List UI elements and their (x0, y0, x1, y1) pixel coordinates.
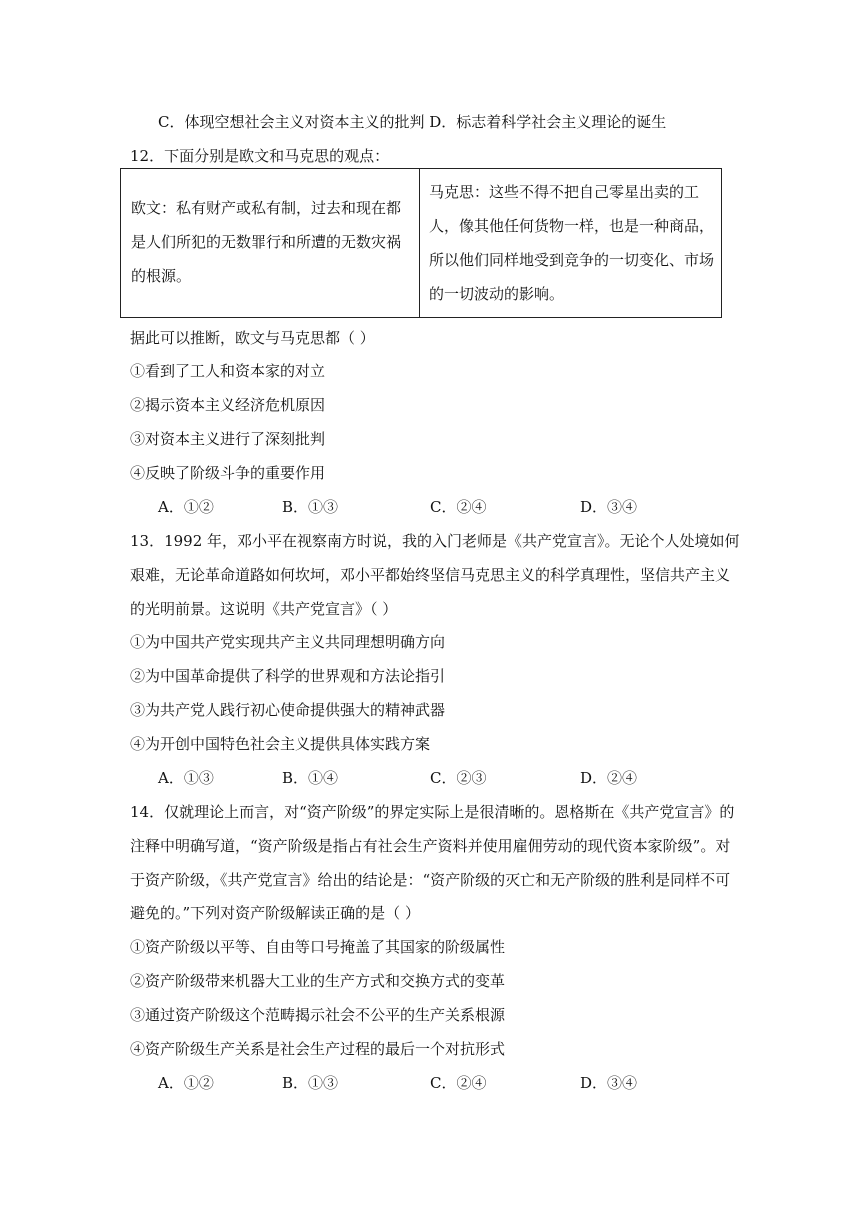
q13-stem-line: 艰难，无论革命道路如何坎坷，邓小平都始终坚信马克思主义的科学真理性，坚信共产主义 (130, 566, 731, 584)
q13-stem-line: 13．1992 年，邓小平在视察南方时说，我的入门老师是《共产党宣言》。无论个人处境如何 (130, 532, 740, 550)
marx-quote-line: 马克思：这些不得不把自己零星出卖的工 (429, 183, 700, 201)
option-c[interactable]: C．②④ (430, 1074, 487, 1092)
owen-quote-line: 欧文：私有财产或私有制，过去和现在都 (131, 199, 402, 217)
option-d[interactable]: D．②④ (580, 769, 638, 787)
q14-stem-line: 14．仅就理论上而言，对“资产阶级”的界定实际上是很清晰的。恩格斯在《共产党宣言》的 (130, 803, 735, 821)
option-c[interactable]: C．②④ (430, 498, 487, 516)
owen-quote-cell (131, 191, 411, 293)
q14-item: ①资产阶级以平等、自由等口号掩盖了其国家的阶级属性 (130, 938, 506, 956)
q13-item: ③为共产党人践行初心使命提供强大的精神武器 (130, 701, 446, 719)
q14-item: ④资产阶级生产关系是社会生产过程的最后一个对抗形式 (130, 1040, 506, 1058)
marx-quote-line: 的一切波动的影响。 (429, 285, 565, 303)
q14-item: ③通过资产阶级这个范畴揭示社会不公平的生产关系根源 (130, 1006, 506, 1024)
option-a[interactable]: A．①② (158, 498, 214, 516)
owen-quote-line: 的根源。 (131, 267, 192, 285)
option-d[interactable]: D．③④ (580, 498, 638, 516)
q14-stem-line: 避免的。”下列对资产阶级解读正确的是（ ） (130, 904, 420, 922)
q12-item: ④反映了阶级斗争的重要作用 (130, 464, 326, 482)
q14-stem-line: 于资产阶级，《共产党宣言》给出的结论是：“资产阶级的灭亡和无产阶级的胜利是同样不可 (130, 871, 731, 889)
q12-question: 据此可以推断，欧文与马克思都（ ） (130, 329, 375, 347)
q14-stem-line: 注释中明确写道，“资产阶级是指占有社会生产资料并使用雇佣劳动的现代资本家阶级”。对 (130, 837, 731, 855)
option-a[interactable]: A．①② (158, 1074, 214, 1092)
q13-item: ②为中国革命提供了科学的世界观和方法论指引 (130, 667, 446, 685)
option-b[interactable]: B．①③ (282, 1074, 339, 1092)
q12-quote-table (120, 168, 722, 318)
marx-quote-line: 所以他们同样地受到竞争的一切变化、市场 (429, 251, 715, 269)
q11-options-cd: C．体现空想社会主义对资本主义的批判 D．标志着科学社会主义理论的诞生 (158, 113, 667, 131)
marx-quote-cell (429, 175, 715, 311)
option-a[interactable]: A．①③ (158, 769, 214, 787)
table-divider (419, 169, 420, 317)
q12-item: ②揭示资本主义经济危机原因 (130, 396, 326, 414)
option-b[interactable]: B．①③ (282, 498, 339, 516)
q12-item: ①看到了工人和资本家的对立 (130, 362, 326, 380)
q13-item: ①为中国共产党实现共产主义共同理想明确方向 (130, 633, 446, 651)
q14-item: ②资产阶级带来机器大工业的生产方式和交换方式的变革 (130, 972, 506, 990)
option-b[interactable]: B．①④ (282, 769, 339, 787)
q13-stem-line: 的光明前景。这说明《共产党宣言》（ ） (130, 600, 398, 618)
q12-stem: 12．下面分别是欧文和马克思的观点： (130, 147, 390, 165)
option-c[interactable]: C．②③ (430, 769, 487, 787)
owen-quote-line: 是人们所犯的无数罪行和所遭的无数灾祸 (131, 233, 402, 251)
option-d[interactable]: D．③④ (580, 1074, 638, 1092)
marx-quote-line: 人，像其他任何货物一样，也是一种商品， (429, 217, 715, 235)
q12-item: ③对资本主义进行了深刻批判 (130, 430, 326, 448)
q13-item: ④为开创中国特色社会主义提供具体实践方案 (130, 735, 431, 753)
